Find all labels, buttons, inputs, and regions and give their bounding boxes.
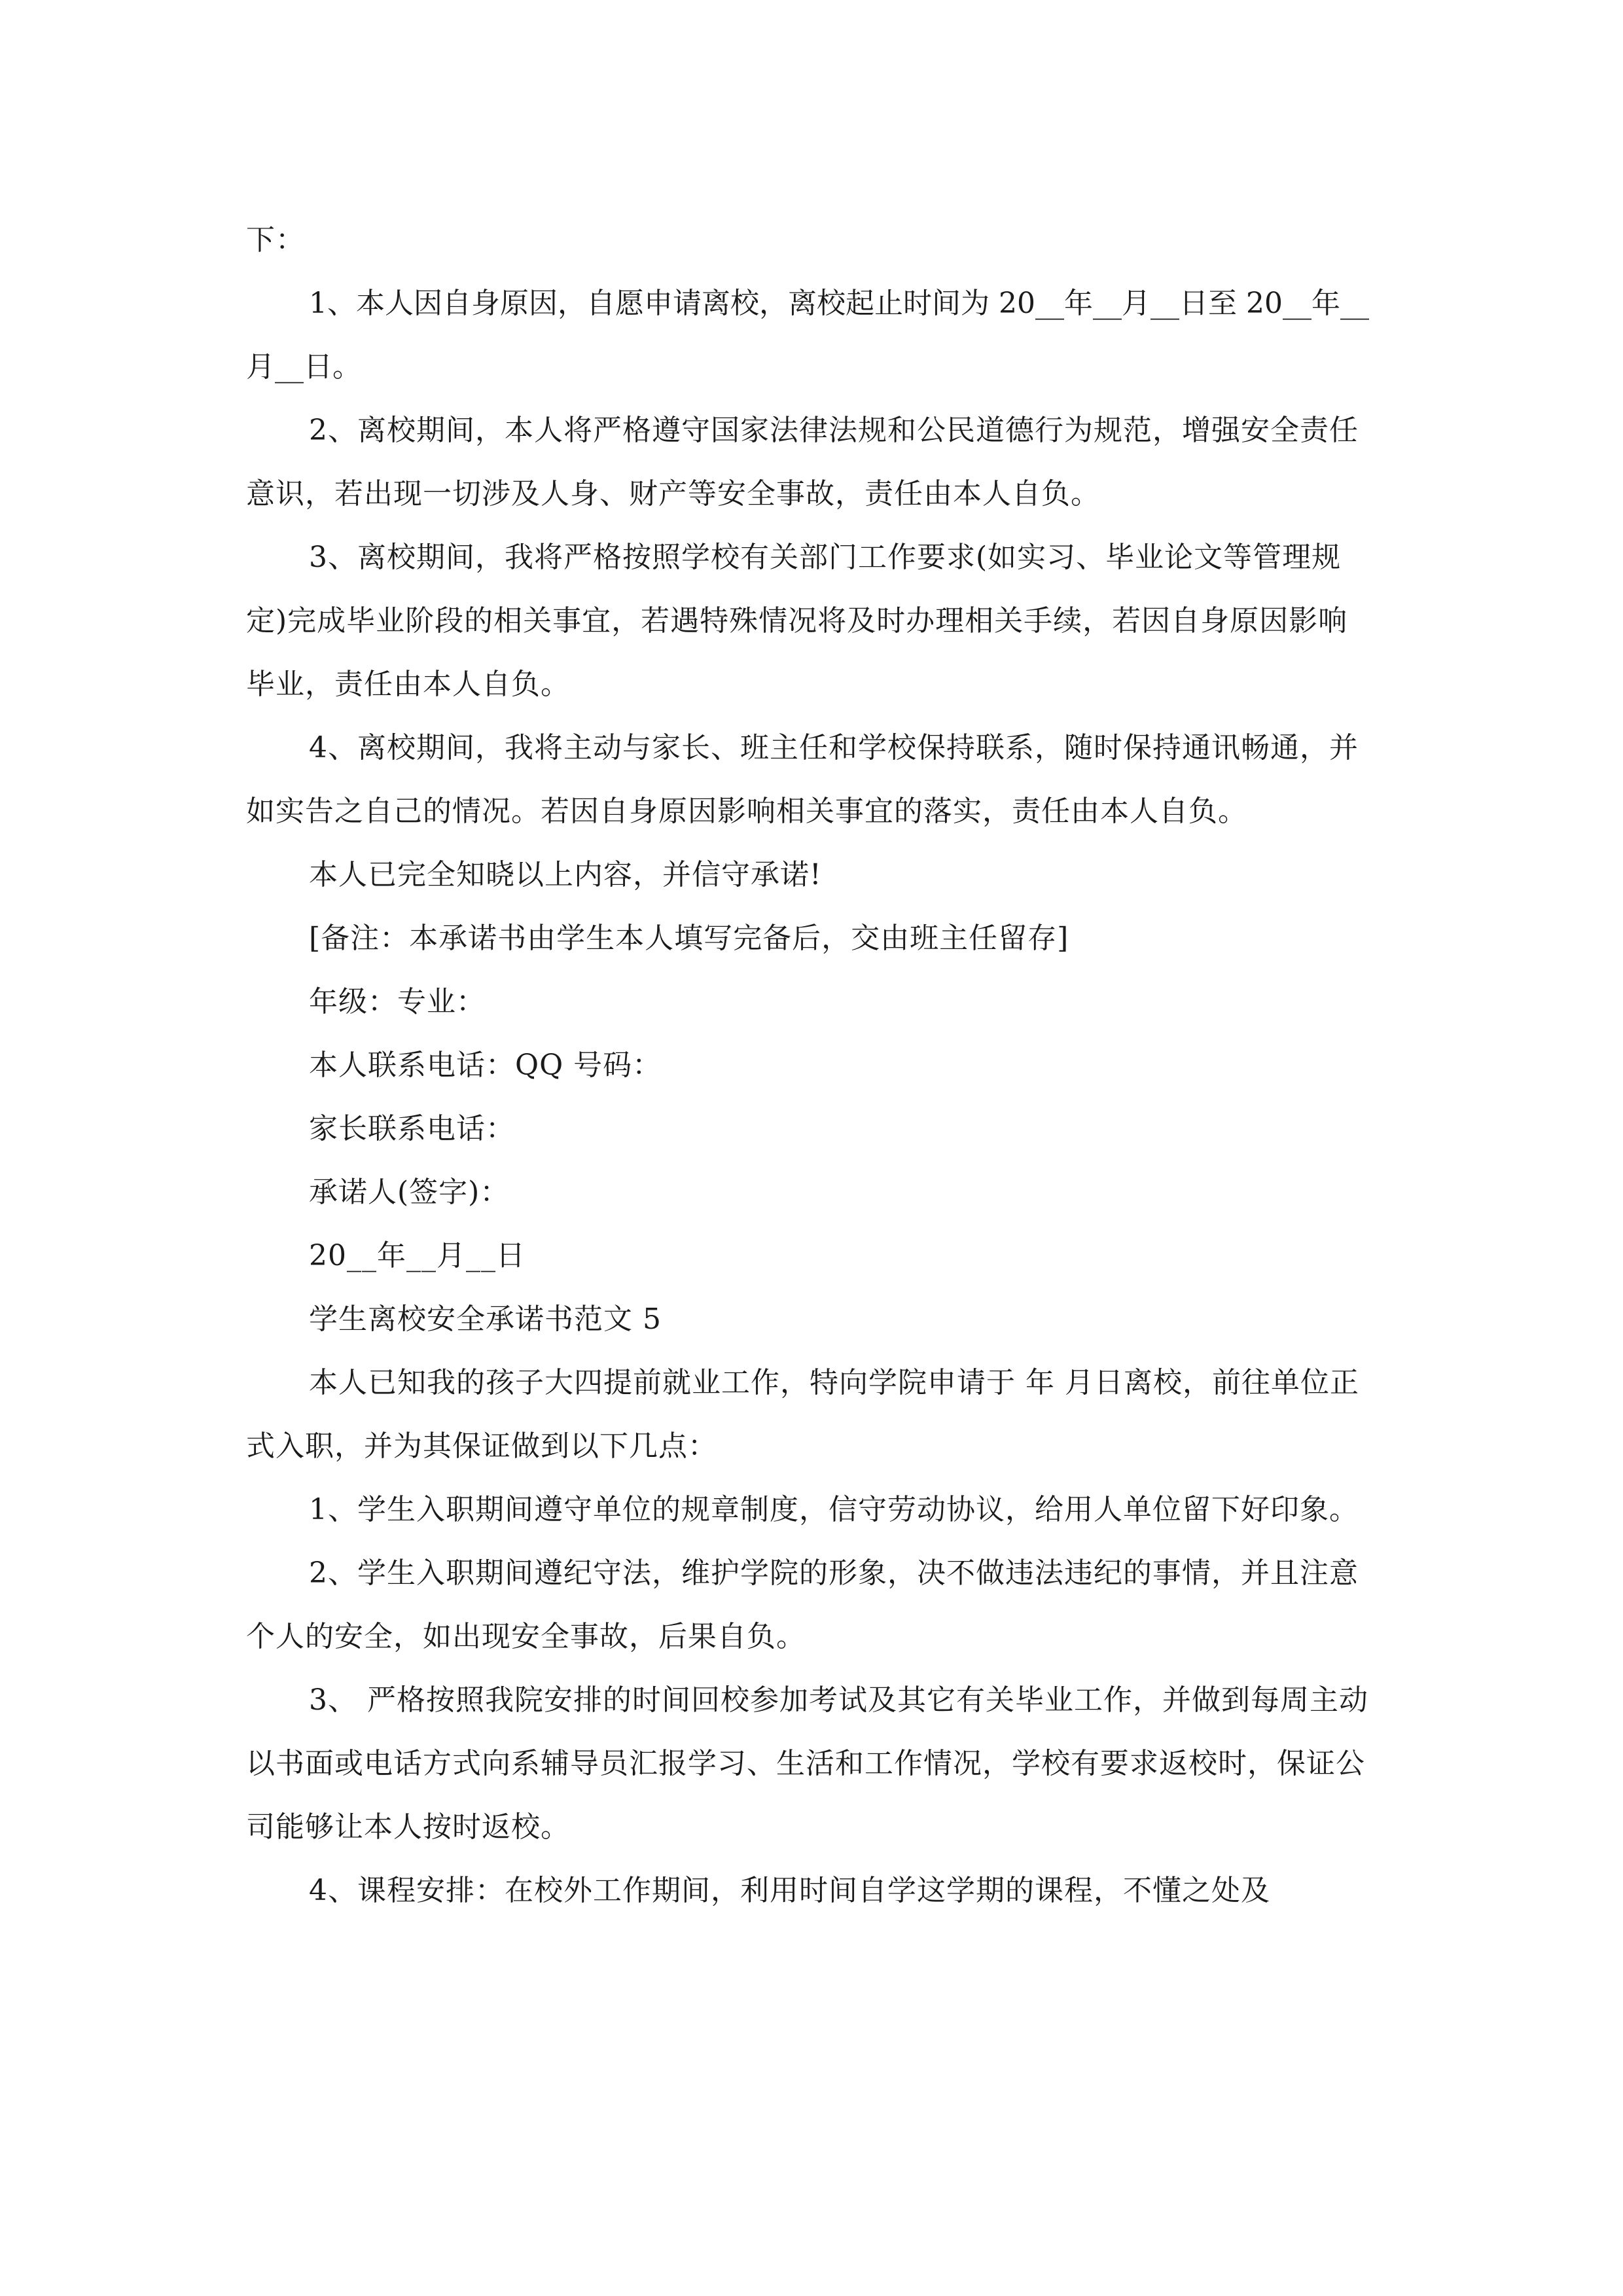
paragraph-item-2: 2、离校期间，本人将严格遵守国家法律法规和公民道德行为规范，增强安全责任意识，若出现一切涉及人身、财产等安全事故，责任由本人自负。 [246, 414, 1359, 511]
remark-note: [备注：本承诺书由学生本人填写完备后，交由班主任留存] [309, 922, 1069, 955]
paragraph-item-3: 3、离校期间，我将严格按照学校有关部门工作要求(如实习、毕业论文等管理规定)完成毕业阶段的相关事宜，若遇特殊情况将及时办理相关手续，若因自身原因影响毕业，责任由本人自负。 [246, 541, 1348, 701]
guarantee-item-3: 3、 严格按照我院安排的时间回校参加考试及其它有关毕业工作，并做到每周主动以书面或电话方式向系辅导员汇报学习、生活和工作情况，学校有要求返校时，保证公司能够让本人按时返校。 [246, 1683, 1368, 1844]
guarantee-item-4: 4、课程安排：在校外工作期间，利用时间自学这学期的课程，不懂之处及 [309, 1874, 1270, 1907]
intro-paragraph: 本人已知我的孩子大四提前就业工作，特向学院申请于 年 月日离校，前往单位正式入职，并为其保证做到以下几点： [246, 1366, 1359, 1463]
guarantee-item-1: 1、学生入职期间遵守单位的规章制度，信守劳动协议，给用人单位留下好印象。 [309, 1493, 1359, 1526]
pledge-statement: 本人已完全知晓以上内容，并信守承诺! [309, 858, 822, 891]
section-title: 学生离校安全承诺书范文 5 [309, 1302, 662, 1336]
paragraph-item-4: 4、离校期间，我将主动与家长、班主任和学校保持联系，随时保持通讯畅通，并如实告之自己的情况。若因自身原因影响相关事宜的落实，责任由本人自负。 [246, 731, 1359, 828]
document-body [246, 208, 1377, 1922]
paragraph-continuation: 下： [246, 223, 305, 257]
date-field: 20__年__月__日 [309, 1239, 526, 1272]
parent-phone-field: 家长联系电话： [309, 1112, 515, 1145]
grade-major-field: 年级：专业： [309, 985, 486, 1018]
paragraph-item-1: 1、本人因自身原因，自愿申请离校，离校起止时间为 20__年__月__日至 20__年__月__日。 [246, 287, 1369, 384]
contact-phone-qq-field: 本人联系电话：QQ 号码： [309, 1049, 662, 1082]
guarantee-item-2: 2、学生入职期间遵纪守法，维护学院的形象，决不做违法违纪的事情，并且注意个人的安全，如出现安全事故，后果自负。 [246, 1556, 1359, 1653]
signature-field: 承诺人(签字)： [309, 1175, 510, 1209]
